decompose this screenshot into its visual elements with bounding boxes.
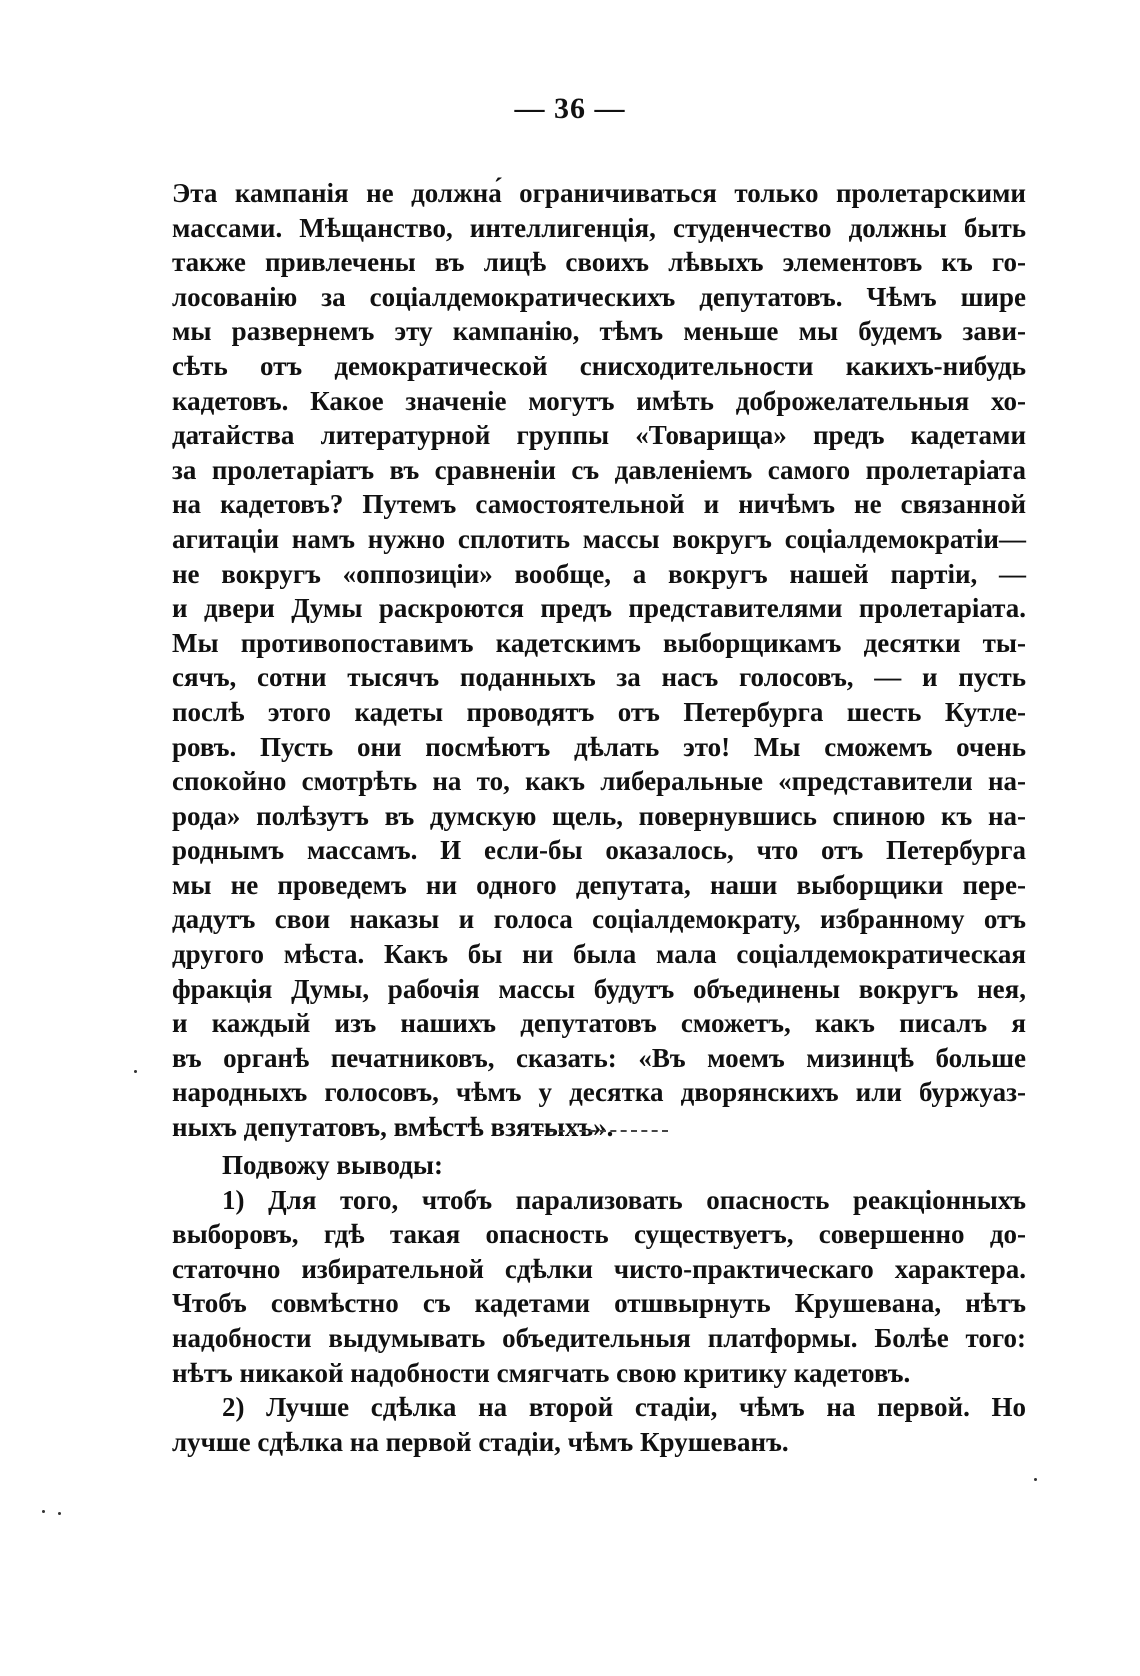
text-line: лучше сдѣлка на первой стадіи, чѣмъ Крушеванъ. (172, 1426, 789, 1457)
text-line: другого мѣста. Какъ бы ни была мала соціалдемократическая (172, 939, 1026, 970)
text-line: дадутъ свои наказы и голоса соціалдемократу, избранному отъ (172, 904, 1026, 935)
text-line: сѣть отъ демократической снисходительности какихъ-нибудь (172, 350, 1026, 381)
text-line: также привлечены въ лицѣ своихъ лѣвыхъ элементовъ къ го- (172, 247, 1026, 278)
text-line: ныхъ депутатовъ, вмѣстѣ взятыхъ». (172, 1112, 614, 1143)
text-line: Мы противопоставимъ кадетскимъ выборщикамъ десятки ты- (172, 627, 1026, 658)
text-line: выборовъ, гдѣ такая опасность существуетъ, совершенно до- (172, 1219, 1026, 1250)
text-line: роднымъ массамъ. И если-бы оказалось, что отъ Петербурга (172, 835, 1026, 866)
text-line: 1) Для того, чтобъ парализовать опасность реакціонныхъ (222, 1184, 1026, 1215)
text-line: статочно избирательной сдѣлки чисто-практическаго характера. (172, 1253, 1026, 1284)
text-line: массами. Мѣщанство, интеллигенція, студенчество должны быть (172, 212, 1026, 243)
text-line: за пролетаріатъ въ сравненіи съ давленіемъ самого пролетаріата (172, 454, 1026, 485)
text-line: Эта кампанія не должна́ ограничиваться только пролетарскими (172, 178, 1026, 208)
text-line: кадетовъ. Какое значеніе могутъ имѣть доброжелательныя хо- (172, 385, 1026, 416)
text-line: ровъ. Пусть они посмѣютъ дѣлать это! Мы сможемъ очень (172, 731, 1026, 762)
text-line: и двери Думы раскроются предъ представителями пролетаріата. (172, 593, 1026, 624)
print-speck (58, 1512, 61, 1515)
text-line: сячъ, сотни тысячъ поданныхъ за насъ голосовъ, — и пусть (172, 662, 1026, 693)
text-line: надобности выдумывать объедительныя платформы. Болѣе того: (172, 1322, 1026, 1353)
text-line: Чтобъ совмѣстно съ кадетами отшвырнуть Крушевана, нѣтъ (172, 1288, 1026, 1319)
text-line: рода» полѣзутъ въ думскую щель, повернувшись спиною къ на- (172, 800, 1026, 831)
text-line: послѣ этого кадеты проводятъ отъ Петербурга шесть Кутле- (172, 696, 1026, 727)
text-line: народныхъ голосовъ, чѣмъ у десятка дворянскихъ или буржуаз- (172, 1077, 1026, 1108)
main-paragraph (172, 176, 1026, 1145)
conclusions-section (172, 1148, 1026, 1459)
text-line: спокойно смотрѣть на то, какъ либеральные «представители на- (172, 766, 1026, 797)
text-line: мы не проведемъ ни одного депутата, наши выборщики пере- (172, 869, 1026, 900)
text-line: мы развернемъ эту кампанію, тѣмъ меньше мы будемъ зави- (172, 316, 1026, 347)
print-speck (42, 1510, 45, 1513)
print-speck (134, 1070, 137, 1073)
text-line: не вокругъ «оппозиціи» вообще, а вокругъ нашей партіи, — (172, 558, 1026, 589)
section-separator (538, 1130, 668, 1132)
text-line: датайства литературной группы «Товарища» предъ кадетами (172, 420, 1026, 451)
text-line: агитаціи намъ нужно сплотить массы вокругъ соціалдемократіи— (172, 523, 1026, 554)
text-line: 2) Лучше сдѣлка на второй стадіи, чѣмъ на первой. Но (222, 1392, 1026, 1423)
text-line: фракція Думы, рабочія массы будутъ объединены вокругъ нея, (172, 973, 1026, 1004)
text-line: лосованію за соціалдемократическихъ депутатовъ. Чѣмъ шире (172, 281, 1026, 312)
text-line: и каждый изъ нашихъ депутатовъ сможетъ, какъ писалъ я (172, 1008, 1026, 1039)
print-speck (1034, 1478, 1037, 1481)
text-line: нѣтъ никакой надобности смягчать свою критику кадетовъ. (172, 1357, 911, 1388)
conclusions-heading: Подвожу выводы: (222, 1150, 443, 1180)
page-number: — 36 — (514, 92, 626, 125)
text-line: въ органѣ печатниковъ, сказать: «Въ моемъ мизинцѣ больше (172, 1042, 1026, 1073)
text-line: на кадетовъ? Путемъ самостоятельной и ничѣмъ не связанной (172, 489, 1026, 520)
